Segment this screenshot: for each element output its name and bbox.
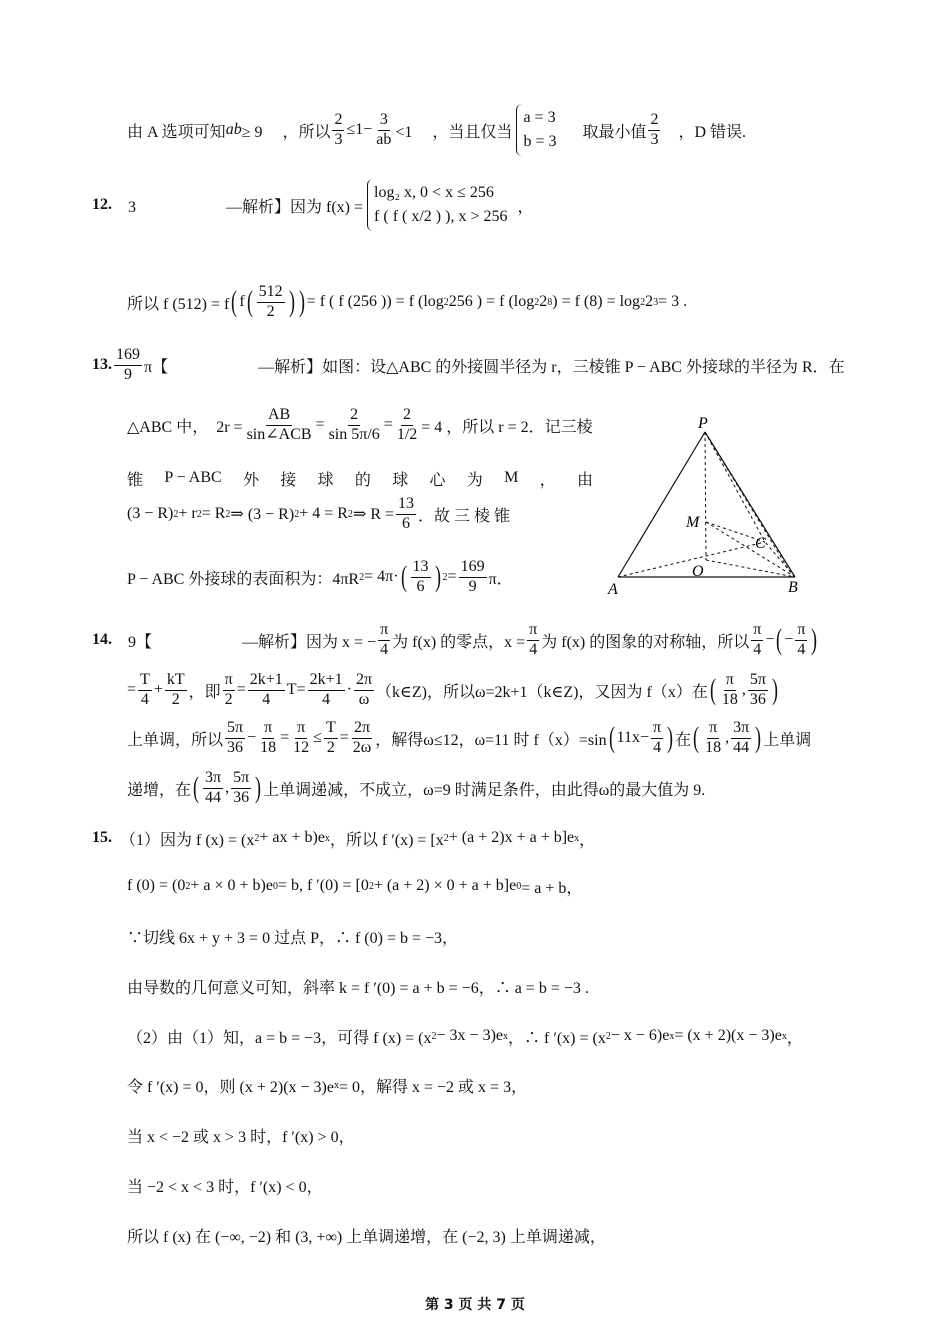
text-run: =	[315, 416, 325, 433]
fraction	[459, 558, 487, 596]
text-run: = 3 .	[658, 293, 688, 310]
case-row: a = 3	[523, 109, 556, 126]
big-paren: (	[709, 673, 716, 706]
fraction	[257, 283, 285, 321]
superscript: 2	[443, 832, 449, 844]
text-run: ∵切线 6x + y + 3 = 0 过点 P，∴ f (0) = b = −3，	[127, 929, 459, 947]
text-line	[127, 458, 593, 498]
text-run: 为 f(x) 的图象的对称轴，所以	[541, 633, 750, 651]
text-run: ⇒ (3 − R)	[230, 506, 295, 523]
text-run: 上单调	[763, 731, 812, 749]
text-run: + r	[178, 505, 197, 522]
fraction	[138, 671, 152, 709]
text-run: + ax + b)e	[259, 829, 325, 846]
text-run: − x − 6)e	[610, 1027, 670, 1044]
text-run: (3 − R)	[127, 505, 174, 522]
text-run: 11x−	[616, 729, 650, 746]
text-run: M	[504, 469, 519, 486]
problem-13-answer	[92, 345, 845, 385]
fraction-numerator: π	[707, 719, 719, 738]
text-run: （k∈Z)，所以ω=2k+1（k∈Z)，又因为 f（x）在	[376, 683, 708, 701]
text-run: 所以 f (512) = f	[127, 295, 230, 313]
text-run: △ABC 中， 2r =	[127, 418, 243, 436]
fraction-numerator: π	[795, 621, 807, 640]
fraction	[351, 719, 374, 757]
tetrahedron-figure	[600, 410, 810, 600]
text-run: = 4π·	[364, 568, 399, 585]
superscript: 2	[605, 1030, 611, 1042]
fraction	[258, 719, 278, 757]
fraction	[703, 719, 723, 757]
text-run: ,	[225, 779, 230, 796]
fraction-denominator: 2ω	[352, 738, 372, 756]
superscript: 2	[442, 571, 448, 583]
fraction-numerator: π	[527, 621, 539, 640]
text-run: 2	[539, 293, 548, 310]
text-run: —解析】如图：设△ABC 的外接圆半径为 r，三棱锥 P − ABC 外接球的半径为 R．在	[258, 358, 845, 376]
text-run: =	[383, 416, 393, 433]
fraction-numerator: 2	[648, 111, 660, 130]
text-run: 锥	[127, 471, 144, 489]
text-run: π．	[488, 570, 513, 588]
big-paren: )	[771, 673, 778, 706]
text-line	[127, 494, 510, 534]
text-run: = b, f ′(0) = [0	[277, 877, 369, 894]
fraction-numerator: 5π	[231, 769, 251, 788]
text-run: π【	[144, 358, 169, 376]
superscript: 2	[196, 508, 202, 520]
fraction	[223, 671, 235, 709]
text-line	[127, 768, 705, 808]
fraction	[324, 719, 338, 757]
fraction-numerator: π	[751, 621, 763, 640]
text-run: −	[247, 729, 257, 746]
big-paren: )	[288, 285, 295, 318]
text-run: = f ( f (256 )) = f (log	[306, 293, 444, 310]
text-run: 所以 f (x) 在 (−∞, −2) 和 (3, +∞) 上单调递增，在 (−2, 3) 上单调递减，	[127, 1228, 606, 1246]
text-run: 由导数的几何意义可知，斜率 k = f ′(0) = a + b = −6，∴ a = b = −3 .	[127, 979, 589, 997]
fraction-denominator: 9	[124, 365, 132, 383]
fraction-numerator: 169	[459, 558, 487, 577]
fraction-numerator: 3	[378, 111, 390, 130]
fraction-denominator: 4	[797, 640, 806, 658]
fraction-numerator: 2π	[352, 719, 372, 738]
superscript: 2	[294, 508, 300, 520]
text-run: ，∴ f ′(x) = (x	[508, 1029, 606, 1047]
fraction-denominator: 4	[262, 690, 271, 708]
text-run: 为	[466, 471, 483, 489]
text-run: ，	[786, 1029, 803, 1047]
text-run: ，即	[188, 683, 221, 701]
superscript: 2	[173, 508, 179, 520]
fraction-denominator: 3	[650, 130, 659, 148]
superscript: x	[503, 1030, 508, 1042]
label-a: A	[608, 581, 618, 598]
fraction	[308, 671, 345, 709]
fraction	[527, 621, 539, 659]
text-line	[127, 718, 811, 758]
fraction	[411, 558, 431, 596]
text-run: =	[447, 568, 457, 585]
fraction-denominator: 36	[233, 788, 250, 806]
case-row: log₂ x, 0 < x ≤ 256	[374, 184, 494, 201]
fraction-numerator: π	[223, 671, 235, 690]
text-run: ≤1−	[346, 121, 373, 138]
text-run: 令 f ′(x) = 0，则 (x + 2)(x − 3)e	[127, 1078, 334, 1096]
fraction	[648, 111, 660, 149]
text-line	[127, 282, 687, 322]
text-run: （2）由（1）知，a = b = −3，可得 f (x) = (x	[127, 1029, 432, 1047]
text-run: = 0，解得 x = −2 或 x = 3，	[338, 1078, 528, 1096]
text-run: ·	[346, 681, 352, 698]
text-run: = 4 ，所以 r = 2．记三棱	[421, 418, 593, 436]
fraction-numerator: 2	[332, 111, 344, 130]
text-run: = a + b，	[521, 879, 583, 897]
fraction-numerator: 13	[396, 495, 416, 514]
text-run: 由 A 选项可知	[127, 123, 226, 141]
fraction-numerator: 5π	[748, 671, 768, 690]
text-run: 心	[429, 471, 446, 489]
fraction	[248, 671, 285, 709]
text-run: P − ABC 外接球的表面积为：4πR	[127, 570, 360, 588]
superscript: x	[333, 1079, 339, 1091]
text-run: 上单调递减，不成立，ω=9 时满足条件，由此得ω的最大值为 9.	[263, 781, 706, 799]
fraction	[291, 719, 311, 757]
text-run: −	[784, 631, 794, 648]
superscript: 2	[225, 508, 231, 520]
text-run: （1）因为 f (x) = (x	[112, 831, 255, 849]
fraction-denominator: 12	[293, 738, 310, 756]
fraction-numerator: 169	[114, 346, 142, 365]
text-line	[127, 670, 780, 710]
superscript: 2	[347, 508, 353, 520]
fraction-denominator: 4	[322, 690, 331, 708]
text-line	[127, 1065, 527, 1105]
big-paren: (	[193, 771, 200, 804]
text-run: + (a + 2) × 0 + a + b]e	[373, 877, 517, 894]
fraction-numerator: 2π	[354, 671, 374, 690]
text-line	[127, 110, 746, 150]
superscript: x	[781, 1030, 787, 1042]
text-run: ，解得ω≤12，ω=11 时 f（x）=sin	[375, 731, 607, 749]
label-m: M	[686, 514, 700, 531]
problem-14-answer	[92, 620, 819, 660]
fraction-numerator: 3π	[203, 769, 223, 788]
text-run: 当 −2 < x < 3 时，f ′(x) < 0，	[127, 1178, 323, 1196]
text-run: ⇒ R =	[352, 506, 395, 523]
label-b: B	[788, 579, 798, 596]
fraction	[651, 719, 663, 757]
text-run: 接	[280, 471, 297, 489]
fraction-numerator: kT	[165, 671, 187, 690]
big-paren: (	[231, 285, 238, 318]
subscript: 2	[640, 296, 646, 308]
text-run: 球	[317, 471, 334, 489]
text-run: =	[236, 681, 246, 698]
big-paren: (	[776, 623, 783, 656]
fraction-numerator: T	[324, 719, 338, 738]
problem-number: 14.	[92, 631, 112, 648]
text-run: ≤	[313, 729, 322, 746]
big-paren: (	[400, 560, 407, 593]
fraction	[332, 111, 344, 149]
fraction-numerator: 2	[401, 406, 413, 425]
piecewise-cases	[516, 104, 562, 156]
fraction-denominator: 4	[140, 690, 149, 708]
text-run: 9【	[112, 633, 153, 651]
fraction-numerator: π	[295, 719, 307, 738]
text-run: 外	[242, 471, 259, 489]
fraction-numerator: 13	[411, 558, 431, 577]
fraction	[748, 671, 768, 709]
fraction-numerator: π	[378, 621, 390, 640]
fraction-denominator: 4	[653, 738, 662, 756]
text-run: = R	[201, 505, 226, 522]
text-run: 的	[354, 471, 371, 489]
fraction	[203, 769, 223, 807]
fraction-denominator: 44	[205, 788, 222, 806]
text-line	[127, 916, 458, 956]
fraction-numerator: AB	[266, 406, 292, 425]
label-p: P	[698, 415, 708, 432]
text-run: 递增，在	[127, 781, 192, 799]
big-paren: (	[693, 721, 700, 754]
text-line	[127, 1115, 355, 1155]
big-paren: )	[755, 721, 762, 754]
fraction-numerator: 2k+1	[248, 671, 285, 690]
subscript: 2	[534, 296, 540, 308]
text-run: +	[153, 681, 163, 698]
fraction-numerator: 2k+1	[308, 671, 345, 690]
fraction-denominator: 4	[753, 640, 762, 658]
text-line	[127, 1016, 803, 1056]
text-run: =	[280, 729, 290, 746]
edge-pa	[618, 432, 705, 577]
fraction-numerator: T	[138, 671, 152, 690]
text-line	[127, 1165, 323, 1205]
fraction-denominator: 2	[266, 302, 275, 320]
big-paren: )	[298, 285, 305, 318]
fraction-denominator: 2	[171, 690, 180, 708]
segment-pb-inner	[705, 432, 790, 572]
text-run: f (0) = (0	[127, 877, 186, 894]
big-paren: )	[667, 721, 674, 754]
text-run: ，所以 f ′(x) = [x	[329, 831, 444, 849]
fraction	[374, 111, 393, 149]
segment-ob	[706, 560, 795, 577]
text-run: 取最小值	[566, 123, 647, 141]
edge-pc	[705, 432, 765, 542]
case-row: f ( f ( x/2 ) ), x > 256	[374, 208, 508, 225]
fraction	[731, 719, 751, 757]
text-run: ≥ 9 ，所以	[241, 123, 331, 141]
text-line	[127, 557, 513, 597]
text-run: =	[127, 681, 137, 698]
fraction	[720, 671, 740, 709]
text-run: —解析】因为 x = −	[242, 633, 377, 651]
text-run: ,	[741, 681, 746, 698]
fraction	[751, 621, 763, 659]
fraction-denominator: ab	[376, 130, 392, 148]
label-o: O	[692, 563, 704, 580]
fraction-denominator: 3	[334, 130, 343, 148]
fraction-numerator: π	[651, 719, 663, 738]
fraction-numerator: 5π	[225, 719, 245, 738]
text-run: + (a + 2)x + a + b]e	[448, 829, 575, 846]
fraction-denominator: 1/2	[396, 425, 418, 443]
superscript: 8	[547, 296, 553, 308]
fraction-denominator: 6	[416, 577, 425, 595]
superscript: 2	[254, 832, 260, 844]
fraction-numerator: 2	[348, 406, 360, 425]
fraction-denominator: sin 5π/6	[328, 425, 380, 443]
problem-15-answer	[92, 818, 595, 858]
fraction-numerator: 3π	[731, 719, 751, 738]
fraction-denominator: 36	[227, 738, 244, 756]
fraction-denominator: 36	[749, 690, 766, 708]
superscript: 3	[653, 296, 659, 308]
text-run: ，	[579, 831, 596, 849]
segment-mb	[706, 522, 795, 577]
text-line	[127, 866, 582, 906]
problem-number: 12.	[92, 196, 112, 213]
superscript: 0	[272, 880, 278, 892]
text-line	[127, 405, 593, 445]
fraction	[225, 719, 245, 757]
text-run: P − ABC	[164, 469, 222, 486]
italic-run: ab	[225, 121, 242, 138]
text-run: −	[765, 631, 775, 648]
text-run: 为 f(x) 的零点，x =	[392, 633, 526, 651]
text-run: + 4 = R	[299, 505, 348, 522]
fraction-denominator: 9	[468, 577, 477, 595]
fraction	[795, 621, 807, 659]
fraction-denominator: sin∠ACB	[246, 425, 312, 443]
text-run: + a × 0 + b)e	[190, 877, 273, 894]
text-run: ，D 错误.	[662, 123, 747, 141]
text-run: ，	[539, 471, 556, 489]
fraction	[165, 671, 187, 709]
fraction-denominator: 18	[260, 738, 277, 756]
text-run: ) = f (8) = log	[552, 293, 641, 310]
case-row: b = 3	[523, 133, 557, 150]
label-c: C	[755, 535, 766, 552]
text-line	[127, 1215, 606, 1255]
text-run: ．故 三 棱 锥	[418, 507, 511, 525]
big-paren: )	[255, 771, 262, 804]
fraction-denominator: 6	[402, 514, 411, 532]
fraction-numerator: 512	[257, 283, 285, 302]
fraction-denominator: 18	[721, 690, 738, 708]
text-run: —解析】因为 f(x) =	[226, 198, 364, 216]
subscript: 2	[443, 296, 449, 308]
fraction-denominator: 2	[326, 738, 335, 756]
fraction	[395, 406, 419, 444]
edge-bc	[765, 542, 795, 577]
fraction-denominator: 44	[733, 738, 750, 756]
text-line	[127, 966, 589, 1006]
big-paren: )	[811, 623, 818, 656]
fraction	[245, 406, 314, 444]
fraction-numerator: π	[724, 671, 736, 690]
text-run: = (x + 2)(x − 3)e	[674, 1027, 782, 1044]
fraction-denominator: 4	[380, 640, 389, 658]
superscript: 2	[368, 880, 374, 892]
text-run: 上单调，所以	[127, 731, 224, 749]
fraction	[354, 671, 374, 709]
text-run: 在	[675, 731, 692, 749]
text-run: − 3x − 3)e	[436, 1027, 503, 1044]
page-footer: 第 3 页 共 7 页	[425, 1297, 525, 1313]
superscript: x	[324, 832, 330, 844]
text-run: T=	[286, 681, 306, 698]
big-paren: (	[246, 285, 253, 318]
problem-12-answer	[92, 185, 533, 225]
fraction-denominator: 4	[529, 640, 538, 658]
text-run: 由	[576, 471, 593, 489]
fraction-denominator: 18	[705, 738, 722, 756]
superscript: 2	[431, 1030, 437, 1042]
big-paren: )	[434, 560, 441, 593]
text-run: 球	[392, 471, 409, 489]
superscript: 2	[185, 880, 191, 892]
superscript: x	[574, 832, 580, 844]
fraction	[231, 769, 251, 807]
problem-number: 13.	[92, 356, 112, 373]
fraction	[378, 621, 390, 659]
superscript: 0	[516, 880, 522, 892]
fraction	[114, 346, 142, 384]
text-run: =	[339, 729, 349, 746]
text-run: f	[239, 293, 245, 310]
text-run: 256 ) = f (log	[448, 293, 535, 310]
fraction-denominator: ω	[358, 690, 370, 708]
big-paren: (	[608, 721, 615, 754]
text-run: ，	[517, 198, 534, 216]
fraction	[396, 495, 416, 533]
fraction-denominator: 2	[224, 690, 233, 708]
text-run: 当 x < −2 或 x > 3 时，f ′(x) > 0，	[127, 1128, 355, 1146]
piecewise-cases	[367, 179, 513, 231]
text-run: <1 ，当且仅当	[395, 123, 513, 141]
text-run: 2	[645, 293, 654, 310]
fraction-numerator: π	[262, 719, 274, 738]
superscript: x	[669, 1030, 675, 1042]
text-run: ,	[725, 729, 730, 746]
superscript: 2	[359, 571, 365, 583]
segment-po	[705, 432, 706, 560]
problem-number: 15.	[92, 829, 112, 846]
text-run: 3	[112, 198, 137, 216]
fraction	[327, 406, 382, 444]
